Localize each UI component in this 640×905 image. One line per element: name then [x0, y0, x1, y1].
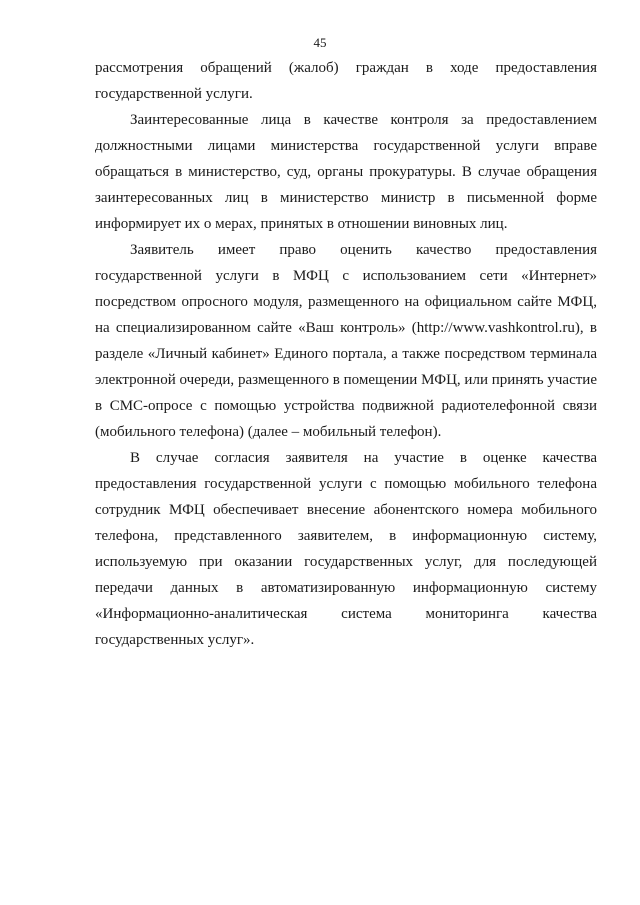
- paragraph-interested-parties: Заинтересованные лица в качестве контроля за предоставлением должностными лицами министерства государственной услуги вправе обращаться в министерство, суд, органы прокуратуры. В случае обращения заинтересованных лиц в министерство министр в письменной форме информирует их о мерах, принятых в отношении виновных лиц.: [95, 112, 597, 232]
- document-body: [95, 55, 597, 653]
- paragraph-continuation: рассмотрения обращений (жалоб) граждан в ходе предоставления государственной услуги.: [95, 60, 597, 102]
- paragraph-quality-assessment: Заявитель имеет право оценить качество предоставления государственной услуги в МФЦ с использованием сети «Интернет» посредством опросного модуля, размещенного на официальном сайте МФЦ, на специализированном сайте «Ваш контроль» (http://www.vashkontrol.ru), в разделе «Личный кабинет» Единого портала, а также посредством терминала электронной очереди, размещенного в помещении МФЦ, или принять участие в СМС-опросе с помощью устройства подвижной радиотелефонной связи (мобильного телефона) (далее – мобильный телефон).: [95, 242, 597, 440]
- paragraph-mobile-consent: В случае согласия заявителя на участие в оценке качества предоставления государственной услуги с помощью мобильного телефона сотрудник МФЦ обеспечивает внесение абонентского номера мобильного телефона, представленного заявителем, в информационную систему, используемую при оказании государственных услуг, для последующей передачи данных в автоматизированную информационную систему «Информационно-аналитическая система мониторинга качества государственных услуг».: [95, 450, 597, 648]
- page-number: 45: [313, 35, 327, 50]
